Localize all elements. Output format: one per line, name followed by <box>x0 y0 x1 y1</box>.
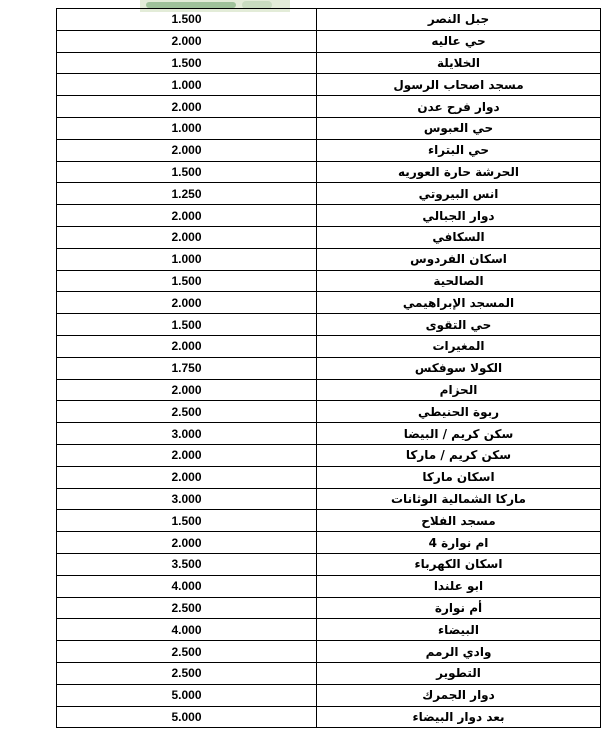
table-row <box>57 532 601 554</box>
fare-price-cell: 1.250 <box>57 183 317 205</box>
fare-price-cell: 4.000 <box>57 619 317 641</box>
table-row <box>57 619 601 641</box>
table-row <box>57 444 601 466</box>
destination-cell: سكن كريم / البيضا <box>317 423 601 445</box>
fare-price-cell: 1.500 <box>57 52 317 74</box>
destination-cell: دوار الجمرك <box>317 684 601 706</box>
destination-cell: ربوة الحنيطي <box>317 401 601 423</box>
fare-price-cell: 2.000 <box>57 466 317 488</box>
destination-cell: المغيرات <box>317 335 601 357</box>
destination-cell: دوار الجبالي <box>317 205 601 227</box>
table-row <box>57 641 601 663</box>
table-row <box>57 161 601 183</box>
table-row <box>57 9 601 31</box>
destination-cell: حي التقوى <box>317 314 601 336</box>
table-row <box>57 117 601 139</box>
destination-cell: جبل النصر <box>317 9 601 31</box>
fare-price-cell: 4.000 <box>57 575 317 597</box>
fare-price-cell: 1.000 <box>57 248 317 270</box>
table-row <box>57 423 601 445</box>
table-row <box>57 314 601 336</box>
destination-cell: مسجد الفلاح <box>317 510 601 532</box>
table-row <box>57 379 601 401</box>
table-row <box>57 205 601 227</box>
table-row <box>57 248 601 270</box>
table-row <box>57 30 601 52</box>
destination-cell: السكافي <box>317 226 601 248</box>
fare-price-cell: 1.500 <box>57 161 317 183</box>
table-row <box>57 52 601 74</box>
destination-cell: الخلايلة <box>317 52 601 74</box>
table-row <box>57 139 601 161</box>
table-row <box>57 684 601 706</box>
fare-price-cell: 2.000 <box>57 205 317 227</box>
destination-cell: حي عاليه <box>317 30 601 52</box>
destination-cell: الصالحية <box>317 270 601 292</box>
table-row <box>57 270 601 292</box>
destination-cell: اسكان الكهرباء <box>317 553 601 575</box>
fare-price-cell: 1.500 <box>57 510 317 532</box>
table-row <box>57 553 601 575</box>
table-row <box>57 96 601 118</box>
destination-cell: البيضاء <box>317 619 601 641</box>
table-row <box>57 335 601 357</box>
fare-price-cell: 2.000 <box>57 292 317 314</box>
table-row <box>57 357 601 379</box>
destination-cell: اسكان ماركا <box>317 466 601 488</box>
table-row <box>57 292 601 314</box>
table-row <box>57 401 601 423</box>
table-row <box>57 488 601 510</box>
table-row <box>57 662 601 684</box>
destination-cell: المسجد الإبراهيمي <box>317 292 601 314</box>
fare-price-cell: 2.500 <box>57 641 317 663</box>
fare-price-cell: 2.000 <box>57 379 317 401</box>
fares-table-body <box>57 9 601 728</box>
fare-price-cell: 5.000 <box>57 706 317 728</box>
destination-cell: انس البيروتي <box>317 183 601 205</box>
fare-price-cell: 3.000 <box>57 488 317 510</box>
fare-price-cell: 1.000 <box>57 117 317 139</box>
fares-table <box>56 8 601 728</box>
destination-cell: حي البتراء <box>317 139 601 161</box>
fare-price-cell: 2.500 <box>57 597 317 619</box>
destination-cell: دوار فرح عدن <box>317 96 601 118</box>
fare-price-cell: 2.000 <box>57 444 317 466</box>
fare-price-cell: 2.500 <box>57 401 317 423</box>
table-row <box>57 466 601 488</box>
table-row <box>57 74 601 96</box>
fare-price-cell: 1.500 <box>57 9 317 31</box>
destination-cell: ابو علندا <box>317 575 601 597</box>
destination-cell: مسجد اصحاب الرسول <box>317 74 601 96</box>
fare-price-cell: 1.750 <box>57 357 317 379</box>
destination-cell: التطوير <box>317 662 601 684</box>
fare-price-cell: 1.000 <box>57 74 317 96</box>
destination-cell: وادي الرمم <box>317 641 601 663</box>
fare-price-cell: 2.500 <box>57 662 317 684</box>
destination-cell: حي العبوس <box>317 117 601 139</box>
destination-cell: الحرشة حارة العوريه <box>317 161 601 183</box>
destination-cell: أم نوارة <box>317 597 601 619</box>
table-row <box>57 510 601 532</box>
fare-price-cell: 1.500 <box>57 314 317 336</box>
destination-cell: ام نوارة 4 <box>317 532 601 554</box>
destination-cell: اسكان الفردوس <box>317 248 601 270</box>
fare-price-cell: 5.000 <box>57 684 317 706</box>
table-row <box>57 597 601 619</box>
table-row <box>57 226 601 248</box>
destination-cell: ماركا الشمالية الوثانات <box>317 488 601 510</box>
fare-price-cell: 3.000 <box>57 423 317 445</box>
fare-price-cell: 3.500 <box>57 553 317 575</box>
fare-price-cell: 2.000 <box>57 532 317 554</box>
fare-price-cell: 2.000 <box>57 139 317 161</box>
fare-price-cell: 1.500 <box>57 270 317 292</box>
destination-cell: الكولا سوفكس <box>317 357 601 379</box>
fare-price-cell: 2.000 <box>57 96 317 118</box>
fare-price-cell: 2.000 <box>57 30 317 52</box>
destination-cell: سكن كريم / ماركا <box>317 444 601 466</box>
table-row <box>57 575 601 597</box>
fare-price-cell: 2.000 <box>57 226 317 248</box>
destination-cell: الحزام <box>317 379 601 401</box>
table-row <box>57 183 601 205</box>
fare-price-cell: 2.000 <box>57 335 317 357</box>
table-row <box>57 706 601 728</box>
destination-cell: بعد دوار البيضاء <box>317 706 601 728</box>
